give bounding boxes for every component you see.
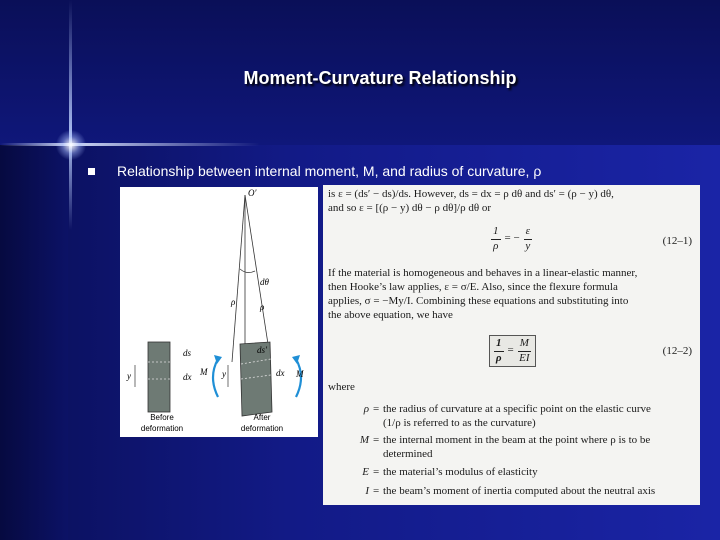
eq1-rhs: $\frac{\varepsilon}{y}$ [525, 225, 531, 252]
text-line-1: is ε = (ds′ − ds)/ds. However, ds = dx = ρ dθ and ds′ = (ρ − y) dθ, [328, 188, 614, 200]
label-rho-left: ρ [231, 297, 236, 307]
eq2-rhs: $\frac{M}{EI}$ [519, 337, 530, 364]
light-flare-core [56, 130, 86, 160]
light-flare-horizontal [0, 143, 260, 146]
d-theta-arc [240, 269, 255, 273]
label-ds-prime: ds′ [257, 345, 267, 355]
beam-deformation-figure [120, 187, 318, 437]
bullet-text: Relationship between internal moment, M, and radius of curvature, ρ [117, 163, 542, 179]
text-line-2: and so ε = [(ρ − y) dθ − ρ dθ]/ρ dθ or [328, 202, 492, 214]
eq1-lhs: $\frac{1}{\rho}$ [493, 225, 499, 252]
slide-title: Moment-Curvature Relationship [243, 68, 517, 88]
before-beam-element [148, 342, 170, 412]
equation-12-2: $\frac{1}{\rho}$ = $\frac{M}{EI}$ [489, 335, 536, 367]
label-m-right: M [296, 369, 304, 379]
equation-12-1: $\frac{1}{\rho}$ = − $\frac{\varepsilon}{y}$ [493, 225, 531, 252]
caption-before-line2: deformation [140, 424, 184, 433]
light-flare-vertical [69, 0, 72, 230]
caption-before-line1: Before [150, 413, 174, 422]
caption-after-line2: deformation [240, 424, 284, 433]
label-y-before: y [127, 371, 131, 381]
label-dx-before: dx [183, 372, 192, 382]
bullet-item [88, 163, 541, 179]
caption-after-line1: After [253, 413, 271, 422]
para-line-4: the above equation, we have [328, 309, 453, 321]
para-line-3: applies, σ = −My/I. Combining these equations and substituting into [328, 295, 629, 307]
para-line-1: If the material is homogeneous and behaves in a linear-elastic manner, [328, 267, 638, 279]
where-label: where [328, 381, 355, 393]
after-beam-element [240, 342, 272, 416]
radius-line-left [232, 195, 245, 362]
label-y-after: y [222, 369, 226, 379]
label-o-prime: O′ [248, 188, 257, 198]
square-bullet-icon [88, 168, 95, 175]
radius-line [245, 195, 270, 357]
moment-arrow-left-icon [213, 359, 218, 397]
label-rho-right: ρ [260, 302, 265, 312]
equation-number-12-2: (12–2) [662, 345, 692, 357]
label-dx-after: dx [276, 368, 285, 378]
beam-figure-svg [120, 187, 318, 437]
para-line-2: then Hooke’s law applies, ε = σ/E. Also, since the flexure formula [328, 281, 618, 293]
eq2-lhs: $\frac{1}{\rho}$ [495, 337, 502, 364]
label-m-left: M [200, 367, 208, 377]
textbook-excerpt: is ε = (ds′ − ds)/ds. However, ds = dx = ρ dθ and ds′ = (ρ − y) dθ, and so ε = [(ρ − y) dθ − ρ dθ]/ρ dθ or $\frac{1}{\rho}$ = − $\frac{\varepsilon}{y}$ (12–1) If the material is homogeneous and behaves in a linear-elastic manner, then Hooke’s law applies, ε = σ/E. Also, since the flexure formula applies, σ = −My/I. Combining these equations and substituting into the above equation, we have $\frac{1}{\rho}$ = $\frac{M}{EI}$ (12–2) where ρ = the radius of curvature at a specific point on the elastic curve (1/ρ is referred to as the curvature) M = the internal moment in the beam at the point where ρ is to be determined E = the material’s modulus of elasticity I = the beam’s moment of inertia computed about the neutral axis [323, 185, 700, 505]
label-d-theta: dθ [260, 277, 269, 287]
label-ds-before: ds [183, 348, 192, 358]
equation-number-12-1: (12–1) [662, 235, 692, 247]
